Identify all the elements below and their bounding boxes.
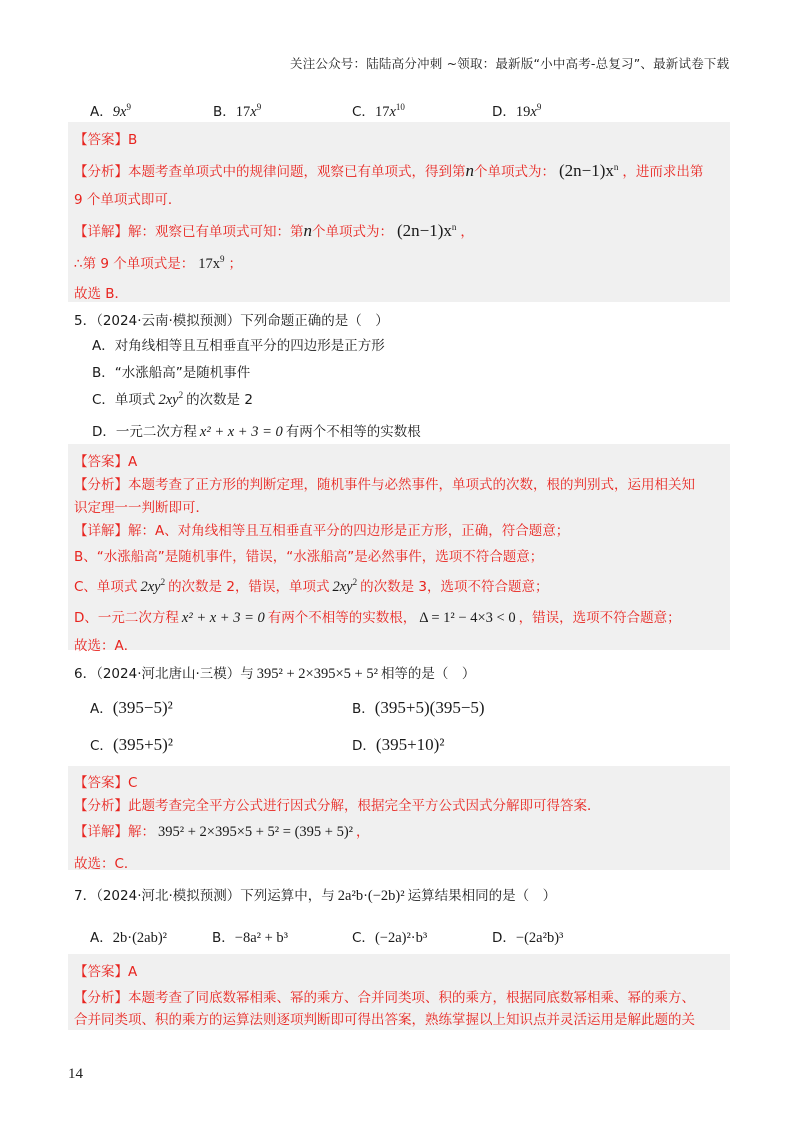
q7-answer: 【答案】A — [74, 964, 138, 980]
q4-detail-formula: $(2n-1)x^n$ — [397, 221, 457, 240]
q5-analysis-line1: 【分析】本题考查了正方形的判断定理，随机事件与必然事件，单项式的次数，根的判别式，运用相关知 — [74, 477, 695, 493]
q5-conclusion: 故选：A． — [74, 638, 138, 654]
q4-detail-line1: 【详解】解：观察已有单项式可知：第n个单项式为： $(2n-1)x^n$ ， — [74, 221, 474, 240]
q5-detail-b: B、“水涨船高”是随机事件，错误，“水涨船高”是必然事件，选项不符合题意； — [74, 549, 544, 565]
q4-analysis-line1: 【分析】本题考查单项式中的规律问题，观察已有单项式，得到第n个单项式为： $(2n-1)x^n$ ，进而求出第 — [74, 161, 704, 180]
q6-option-a: A．(395−5)² — [90, 698, 173, 717]
q5-analysis-line2: 识定理一一判断即可． — [74, 500, 209, 516]
q6-conclusion: 故选：C． — [74, 856, 138, 872]
q4-option-c: C．$17x^{10}$ — [352, 102, 405, 120]
q4-analysis-formula: $(2n-1)x^n$ — [559, 161, 619, 180]
q6-stem: 6．（2024·河北唐山·三模）与 395² + 2×395×5 + 5² 相等的是（ ） — [74, 666, 476, 682]
q6-analysis: 【分析】此题考查完全平方公式进行因式分解，根据完全平方公式因式分解即可得答案． — [74, 798, 601, 814]
q5-option-b: B．“水涨船高”是随机事件 — [92, 365, 251, 381]
q7-option-a: A．2b·(2ab)² — [90, 930, 168, 946]
q6-solution-band — [68, 766, 730, 870]
page-number: 14 — [68, 1066, 83, 1082]
q5-detail-c: C、单项式 $2xy^2$ 的次数是 2，错误，单项式 $2xy^2$ 的次数是 3，选项不符合题意； — [74, 577, 549, 595]
q5-detail-d: D、一元二次方程 x² + x + 3 = 0 有两个不相等的实数根， Δ = 1² − 4×3 < 0 ，错误，选项不符合题意； — [74, 610, 681, 626]
q6-option-d: D．(395+10)² — [352, 735, 445, 754]
q4-answer: 【答案】B — [74, 132, 138, 148]
q4-option-a: A．$9x^9$ — [90, 102, 131, 120]
q4-analysis-line2: 9 个单项式即可． — [74, 192, 182, 208]
q7-analysis-line1: 【分析】本题考查了同底数幂相乘、幂的乘方、合并同类项、积的乘方，根据同底数幂相乘、幂的乘方、 — [74, 990, 695, 1006]
q5-stem: 5．（2024·云南·模拟预测）下列命题正确的是（ ） — [74, 313, 389, 329]
page-header: 关注公众号：陆陆高分冲刺 ~领取：最新版“小中高考-总复习”、最新试卷下载 — [290, 56, 730, 71]
q7-stem: 7．（2024·河北·模拟预测）下列运算中，与 2a²b·(−2b)² 运算结果相同的是（ ） — [74, 888, 557, 904]
q6-answer: 【答案】C — [74, 775, 138, 791]
q4-option-d: D．$19x^9$ — [492, 102, 542, 120]
q5-option-d: D．一元二次方程 x² + x + 3 = 0 有两个不相等的实数根 — [92, 424, 421, 440]
q7-option-b: B．−8a² + b³ — [212, 930, 289, 946]
q4-option-b: B．$17x^9$ — [213, 102, 262, 120]
q5-option-c: C．单项式 $2xy^2$ 的次数是 2 — [92, 390, 253, 408]
q5-answer: 【答案】A — [74, 454, 138, 470]
q7-option-d: D．−(2a²b)³ — [492, 930, 564, 946]
q6-detail: 【详解】解： 395² + 2×395×5 + 5² = (395 + 5)² ， — [74, 824, 370, 840]
q6-option-c: C．(395+5)² — [90, 735, 173, 754]
q4-solution-band — [68, 122, 730, 302]
q4-detail-line2: ∴第 9 个单项式是： $17x^9$ ； — [74, 254, 243, 272]
q6-option-b: B．(395+5)(395−5) — [352, 698, 485, 717]
q5-detail-a: 【详解】解：A、对角线相等且互相垂直平分的四边形是正方形，正确，符合题意； — [74, 523, 570, 539]
q7-option-c: C．(−2a)²·b³ — [352, 930, 428, 946]
q7-analysis-line2: 合并同类项、积的乘方的运算法则逐项判断即可得出答案，熟练掌握以上知识点并灵活运用是解此题的关 — [74, 1012, 695, 1028]
q5-option-a: A．对角线相等且互相垂直平分的四边形是正方形 — [92, 338, 385, 354]
q4-conclusion: 故选 B． — [74, 286, 129, 302]
